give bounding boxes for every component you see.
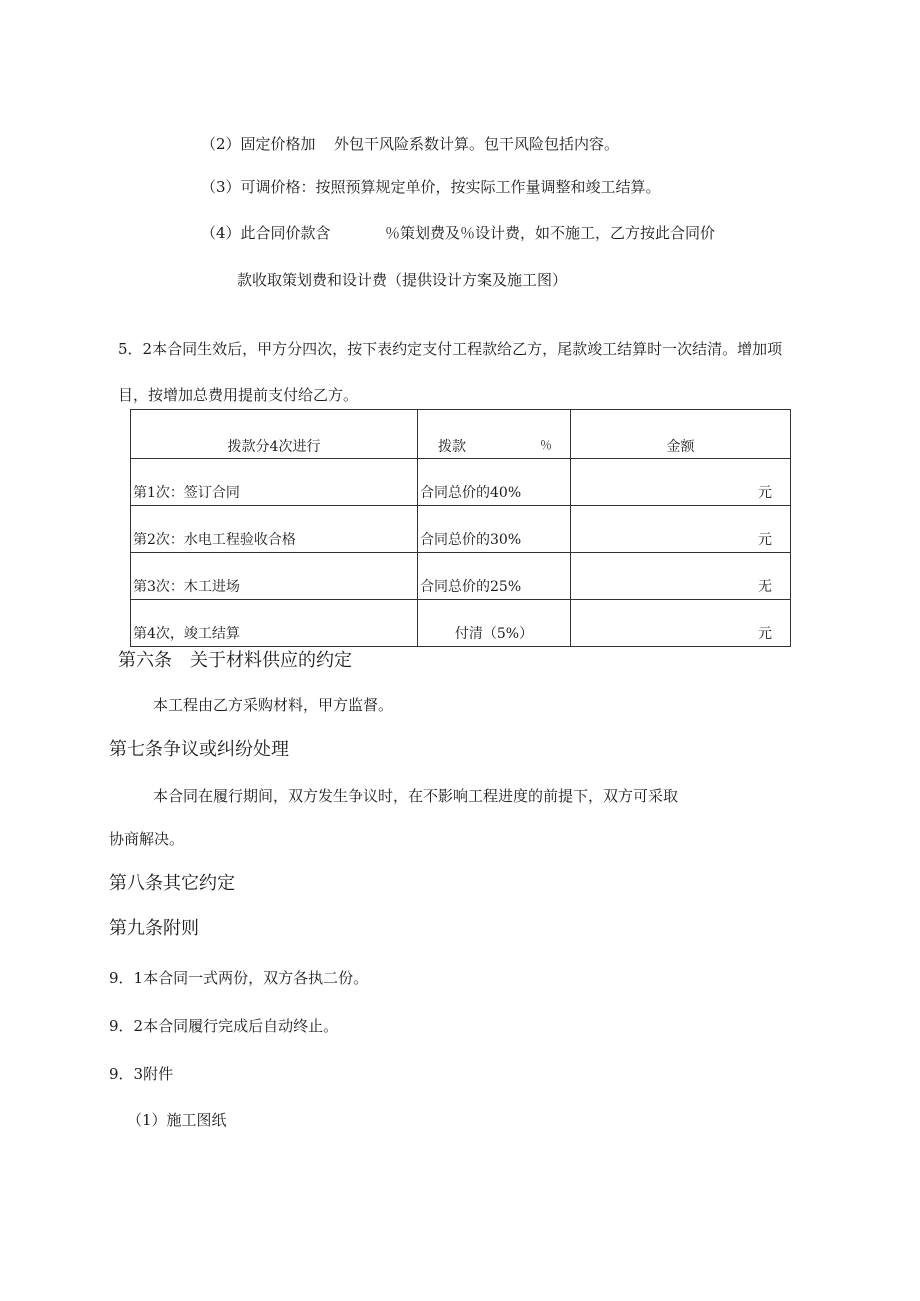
article-6-title: 第六条 关于材料供应的约定 (118, 650, 352, 671)
clause-5-2-line-1: 5．2本合同生效后，甲方分四次，按下表约定支付工程款给乙方，尾款竣工结算时一次结清。增加项 (118, 340, 783, 358)
item-2-suffix: 外包干风险系数计算。包干风险包括内容。 (334, 135, 620, 153)
amount-cell: 元 (571, 600, 791, 647)
stage-cell: 第1次：签订合同 (131, 459, 418, 506)
percent-cell: 付清（5%） (418, 600, 571, 647)
item-3: （3）可调价格：按照预算规定单价，按实际工作量调整和竣工结算。 (201, 178, 661, 196)
stage-cell: 第4次，竣工结算 (131, 600, 418, 647)
article-6-body: 本工程由乙方采购材料，甲方监督。 (153, 696, 394, 714)
header-amount: 金额 (571, 410, 791, 459)
table-row (131, 553, 791, 600)
clause-9-1: 9．1本合同一式两份，双方各执二份。 (109, 969, 369, 987)
table-row (131, 600, 791, 647)
item-4-middle: ％策划费及％设计费，如不施工，乙方按此合同价 (385, 224, 716, 242)
stage-cell: 第3次：木工进场 (131, 553, 418, 600)
item-4-continuation: 款收取策划费和设计费（提供设计方案及施工图） (237, 271, 568, 289)
header-payment-label: 拨款 (438, 439, 466, 455)
article-9-title: 第九条附则 (109, 918, 199, 939)
table-header-row (131, 410, 791, 459)
clause-5-2-line-2: 目，按增加总费用提前支付给乙方。 (118, 386, 359, 404)
clause-9-2: 9．2本合同履行完成后自动终止。 (109, 1017, 339, 1035)
header-installments: 拨款分4次进行 (131, 410, 418, 459)
payment-schedule-table (130, 409, 791, 647)
item-2-prefix: （2）固定价格加 (201, 135, 316, 153)
amount-cell: 无 (571, 553, 791, 600)
stage-cell: 第2次：水电工程验收合格 (131, 506, 418, 553)
article-7-body-line-1: 本合同在履行期间，双方发生争议时，在不影响工程进度的前提下，双方可采取 (153, 787, 679, 805)
header-payment-percent (418, 410, 571, 459)
article-7-title: 第七条争议或纠纷处理 (109, 739, 289, 760)
header-percent-sign: ％ (539, 438, 552, 452)
article-8-title: 第八条其它约定 (109, 873, 235, 894)
percent-cell: 合同总价的25% (418, 553, 571, 600)
clause-9-3: 9．3附件 (109, 1065, 174, 1083)
amount-cell: 元 (571, 506, 791, 553)
amount-cell: 元 (571, 459, 791, 506)
item-4-prefix: （4）此合同价款含 (201, 224, 331, 242)
percent-cell: 合同总价的30% (418, 506, 571, 553)
table-row (131, 459, 791, 506)
article-7-body-line-2: 协商解决。 (109, 830, 185, 848)
attachment-1: （1）施工图纸 (127, 1111, 227, 1129)
table-row (131, 506, 791, 553)
percent-cell: 合同总价的40% (418, 459, 571, 506)
